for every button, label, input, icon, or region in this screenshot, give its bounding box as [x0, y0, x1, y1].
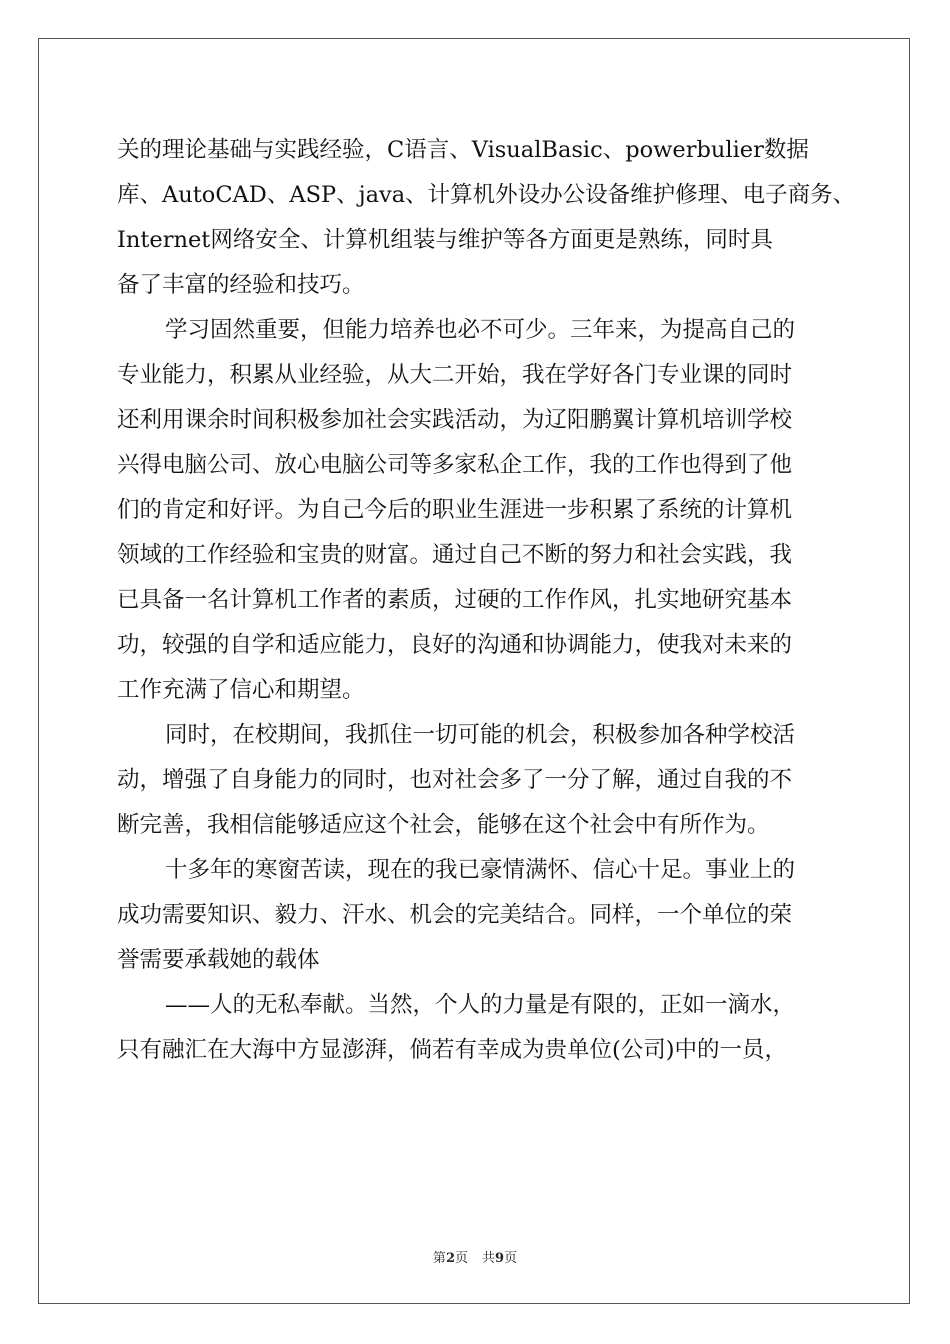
current-page-number: 2	[445, 1251, 455, 1266]
text-line: 专业能力，积累从业经验，从大二开始，我在学好各门专业课的同时	[117, 362, 793, 388]
total-suffix: 页	[504, 1251, 518, 1266]
document-body	[117, 128, 856, 1073]
text-line: 关的理论基础与实践经验，C语言、VisualBasic、powerbulier数据	[117, 137, 809, 163]
text-line: 库、AutoCAD、ASP、java、计算机外设办公设备维护修理、电子商务、	[117, 182, 856, 208]
page-footer	[0, 1247, 950, 1266]
page-prefix: 第	[432, 1251, 446, 1266]
text-line: 只有融汇在大海中方显澎湃，倘若有幸成为贵单位(公司)中的一员，	[117, 1037, 788, 1063]
text-line: 领域的工作经验和宝贵的财富。通过自己不断的努力和社会实践，我	[117, 542, 793, 568]
text-line: Internet网络安全、计算机组装与维护等各方面更是熟练，同时具	[117, 227, 773, 253]
text-line: 动，增强了自身能力的同时，也对社会多了一分了解，通过自我的不	[117, 767, 793, 793]
text-line: 还利用课余时间积极参加社会实践活动，为辽阳鹏翼计算机培训学校	[117, 407, 793, 433]
text-line: 兴得电脑公司、放心电脑公司等多家私企工作，我的工作也得到了他	[117, 452, 793, 478]
paragraph-first-line: 学习固然重要，但能力培养也必不可少。三年来，为提高自己的	[165, 317, 796, 343]
paragraph-first-line: ——人的无私奉献。当然，个人的力量是有限的，正如一滴水，	[165, 992, 796, 1018]
total-prefix: 共	[482, 1251, 496, 1266]
text-line: 已具备一名计算机工作者的素质，过硬的工作作风，扎实地研究基本	[117, 587, 793, 613]
text-line: 备了丰富的经验和技巧。	[117, 272, 365, 298]
page-suffix: 页	[454, 1251, 468, 1266]
paragraph-first-line: 十多年的寒窗苦读，现在的我已豪情满怀、信心十足。事业上的	[165, 857, 796, 883]
text-line: 断完善，我相信能够适应这个社会，能够在这个社会中有所作为。	[117, 812, 770, 838]
text-line: 成功需要知识、毅力、汗水、机会的完美结合。同样，一个单位的荣	[117, 902, 793, 928]
text-line: 们的肯定和好评。为自己今后的职业生涯进一步积累了系统的计算机	[117, 497, 793, 523]
paragraph-first-line: 同时，在校期间，我抓住一切可能的机会，积极参加各种学校活	[165, 722, 796, 748]
text-line: 工作充满了信心和期望。	[117, 677, 365, 703]
text-line: 功，较强的自学和适应能力，良好的沟通和协调能力，使我对未来的	[117, 632, 793, 658]
text-line: 誉需要承载她的载体	[117, 947, 320, 973]
total-page-count: 9	[495, 1251, 505, 1266]
